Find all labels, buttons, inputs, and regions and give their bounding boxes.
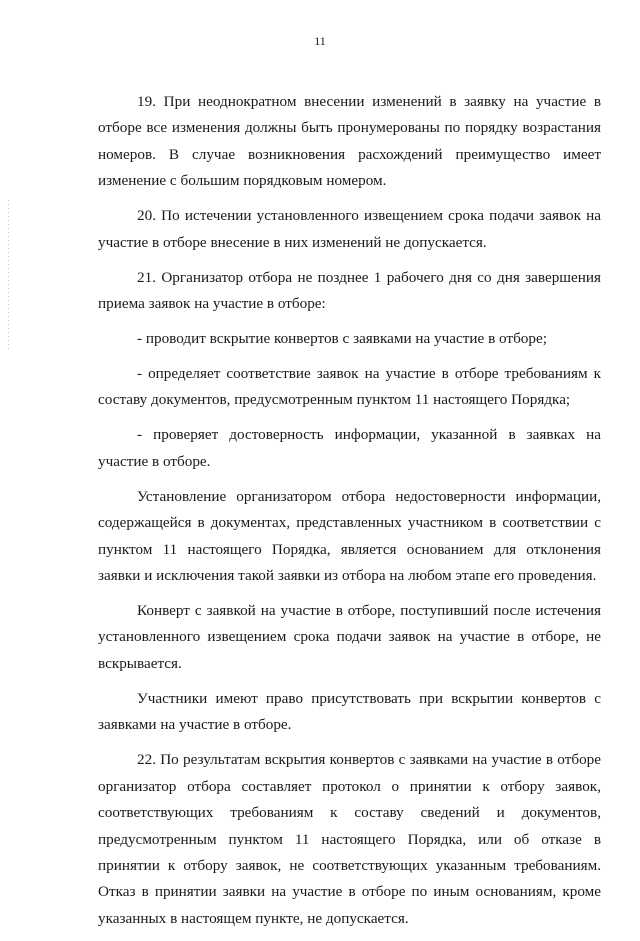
paragraph-21: 21. Организатор отбора не позднее 1 рабочего дня со дня завершения приема заявок на участие в отборе: xyxy=(98,268,601,313)
paragraph-20: 20. По истечении установленного извещением срока подачи заявок на участие в отборе внесение в них изменений не допускается. xyxy=(98,207,601,251)
paragraph-22: 22. По результатам вскрытия конвертов с заявками на участие в отборе организатор отбора составляет протокол о принятии к отбору заявок, соответствующих требованиям к составу сведений и документов, предусмотренным пунктом 11 настоящего Порядка, или об отказе в принятии к отбору заявок, не соответствующих указанным требованиям. Отказ в принятии заявки на участие в отборе по иным основаниям, кроме указанных в настоящем пункте, не допускается. xyxy=(98,751,601,927)
document-body xyxy=(98,89,601,941)
scan-margin-mark xyxy=(8,200,9,350)
paragraph-unreliable-information: Установление организатором отбора недостоверности информации, содержащейся в документах, представленных участником в соответствии с пунктом 11 настоящего Порядка, является основанием для отклонения заявки и исключения такой заявки из отбора на любом этапе его проведения. xyxy=(98,487,601,585)
page-number: 11 xyxy=(314,34,326,48)
paragraph-late-envelope: Конверт с заявкой на участие в отборе, поступивший после истечения установленного извещением срока подачи заявок на участие в отборе, не вскрывается. xyxy=(98,602,601,672)
paragraph-participants-right: Участники имеют право присутствовать при вскрытии конвертов с заявками на участие в отборе. xyxy=(98,689,601,734)
paragraph-19: 19. При неоднократном внесении изменений в заявку на участие в отборе все изменения должны быть пронумерованы по порядку возрастания номеров. В случае возникновения расхождений преимущество имеет изменение с большим порядковым номером. xyxy=(98,93,601,190)
list-item-determine-compliance: - определяет соответствие заявок на участие в отборе требованиям к составу документов, предусмотренным пунктом 11 настоящего Порядка; xyxy=(98,365,601,409)
list-item-open-envelopes: - проводит вскрытие конвертов с заявками на участие в отборе; xyxy=(137,330,547,348)
list-item-verify-information: - проверяет достоверность информации, указанной в заявках на участие в отборе. xyxy=(98,426,601,470)
